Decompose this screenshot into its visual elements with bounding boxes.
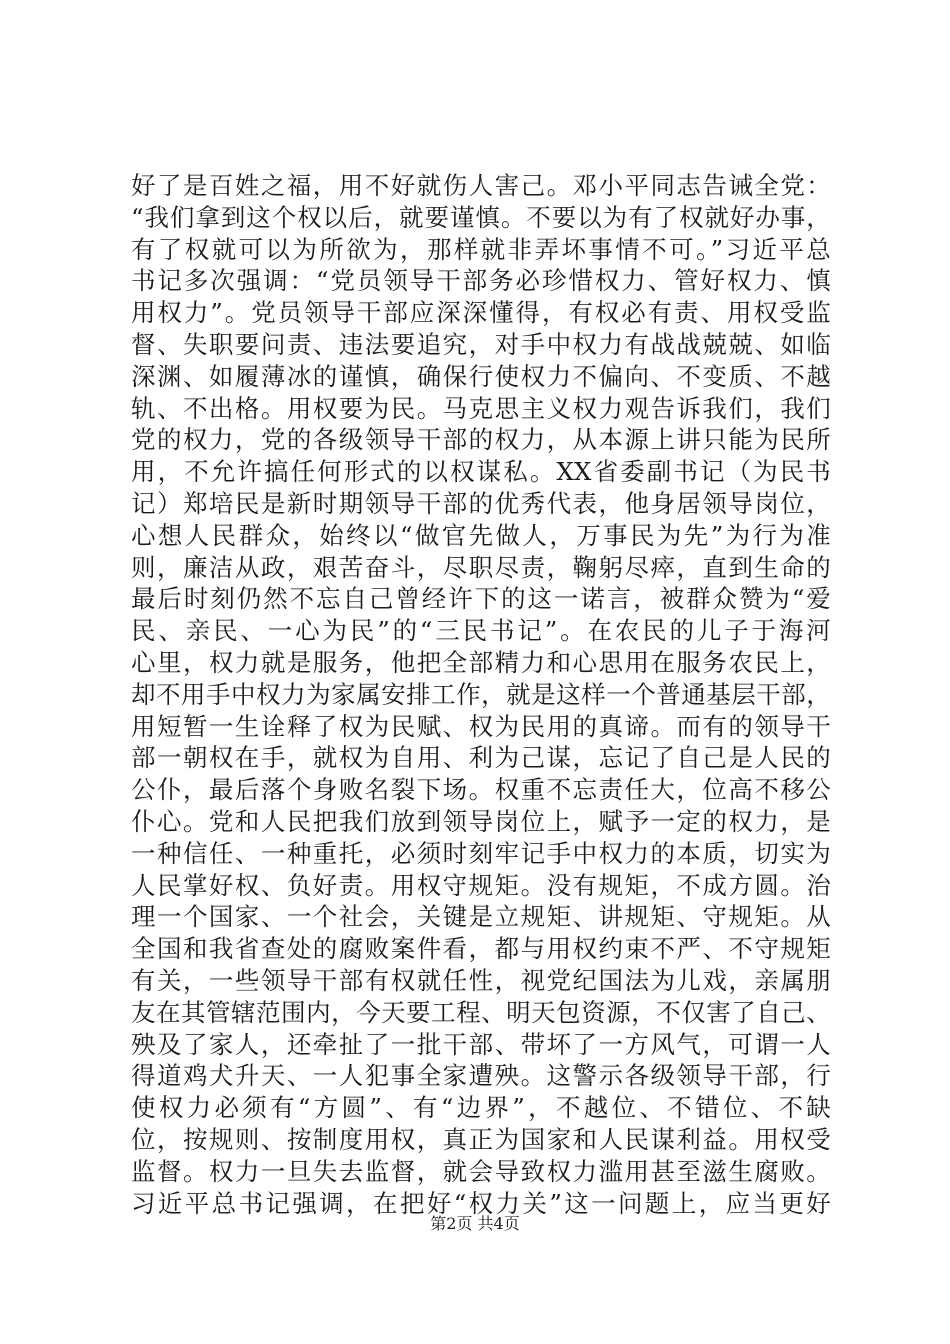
text-line: 用权力”。党员领导干部应深深懂得，有权必有责、用权受监 xyxy=(131,298,831,328)
text-line: 监督。权力一旦失去监督，就会导致权力滥用甚至滋生腐败。 xyxy=(131,1156,831,1186)
text-line: 全国和我省查处的腐败案件看，都与用权约束不严、不守规矩 xyxy=(131,934,831,964)
text-line: 深渊、如履薄冰的谨慎，确保行使权力不偏向、不变质、不越 xyxy=(131,361,831,391)
text-line: 好了是百姓之福，用不好就伤人害己。邓小平同志告诫全党： xyxy=(131,171,831,200)
text-line: 记）郑培民是新时期领导干部的优秀代表，他身居领导岗位， xyxy=(131,488,831,518)
text-line: 心想人民群众，始终以“做官先做人，万事民为先”为行为准 xyxy=(131,520,831,550)
text-line: 位，按规则、按制度用权，真正为国家和人民谋利益。用权受 xyxy=(131,1124,831,1154)
text-line: 心里，权力就是服务，他把全部精力和心思用在服务农民上， xyxy=(131,647,831,677)
text-line: 用，不允许搞任何形式的以权谋私。XX省委副书记（为民书 xyxy=(131,457,831,487)
text-line: 党的权力，党的各级领导干部的权力，从本源上讲只能为民所 xyxy=(131,425,831,455)
text-line: 习近平总书记强调，在把好“权力关”这一问题上，应当更好 xyxy=(131,1188,831,1218)
text-line: 理一个国家、一个社会，关键是立规矩、讲规矩、守规矩。从 xyxy=(131,902,831,932)
text-line: 用短暂一生诠释了权为民赋、权为民用的真谛。而有的领导干 xyxy=(131,711,831,741)
text-line: 督、失职要问责、违法要追究，对手中权力有战战兢兢、如临 xyxy=(131,329,831,359)
text-line: 使权力必须有“方圆”、有“边界”，不越位、不错位、不缺 xyxy=(131,1093,831,1123)
text-line: 殃及了家人，还牵扯了一批干部、带坏了一方风气，可谓一人 xyxy=(131,1029,831,1059)
text-line: 友在其管辖范围内，今天要工程、明天包资源，不仅害了自己、 xyxy=(131,997,831,1027)
text-line: 得道鸡犬升天、一人犯事全家遭殃。这警示各级领导干部，行 xyxy=(131,1061,831,1091)
page-footer: 第2页 共4页 xyxy=(430,1214,520,1233)
text-line: 则，廉洁从政，艰苦奋斗，尽职尽责，鞠躬尽瘁，直到生命的 xyxy=(131,552,831,582)
text-line: 部一朝权在手，就权为自用、利为己谋，忘记了自己是人民的 xyxy=(131,743,831,773)
text-line: 最后时刻仍然不忘自己曾经许下的这一诺言，被群众赞为“爱 xyxy=(131,584,831,614)
text-line: “我们拿到这个权以后，就要谨慎。不要以为有了权就好办事， xyxy=(131,202,831,232)
text-line: 却不用手中权力为家属安排工作，就是这样一个普通基层干部， xyxy=(131,679,831,709)
text-line: 民、亲民、一心为民”的“三民书记”。在农民的儿子于海河 xyxy=(131,616,831,646)
text-line: 轨、不出格。用权要为民。马克思主义权力观告诉我们，我们 xyxy=(131,393,831,423)
text-line: 有关，一些领导干部有权就任性，视党纪国法为儿戏，亲属朋 xyxy=(131,965,831,995)
text-line: 有了权就可以为所欲为，那样就非弄坏事情不可。”习近平总 xyxy=(131,234,831,264)
body-paragraph xyxy=(131,170,831,1219)
text-line: 书记多次强调：“党员领导干部务必珍惜权力、管好权力、慎 xyxy=(131,266,831,296)
text-line: 仆心。党和人民把我们放到领导岗位上，赋予一定的权力，是 xyxy=(131,806,831,836)
text-line: 人民掌好权、负好责。用权守规矩。没有规矩，不成方圆。治 xyxy=(131,870,831,900)
text-line: 一种信任、一种重托，必须时刻牢记手中权力的本质，切实为 xyxy=(131,838,831,868)
text-line: 公仆，最后落个身败名裂下场。权重不忘责任大，位高不移公 xyxy=(131,775,831,805)
